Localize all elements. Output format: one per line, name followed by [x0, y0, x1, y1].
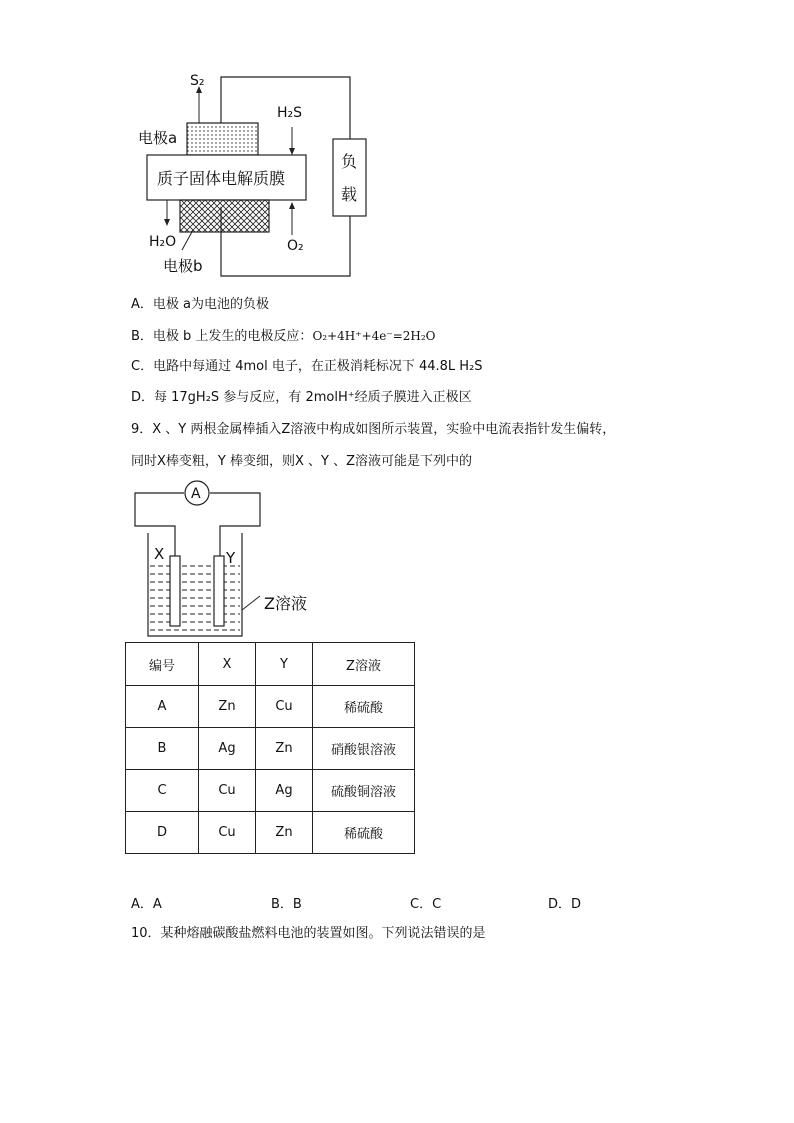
table-header-row [126, 643, 415, 686]
o2-label: O₂ [287, 238, 304, 254]
h2o-label: H₂O [149, 234, 177, 250]
table-header: X [199, 643, 256, 686]
table-cell: A [126, 686, 199, 728]
question-9-line-1: 9．X 、Y 两根金属棒插入Z溶液中构成如图所示装置，实验中电流表指针发生偏转， [131, 422, 616, 437]
option-8a: A．电极 a为电池的负极 [131, 297, 269, 312]
option-8b-text: B．电极 b 上发生的电极反应： [131, 329, 313, 344]
electrode-a-label: 电极a [138, 129, 178, 147]
option-8c: C．电路中每通过 4mol 电子，在正极消耗标况下 44.8L H₂S [131, 359, 483, 374]
table-row [126, 812, 415, 854]
table-header: 编号 [126, 643, 199, 686]
galvanic-cell-diagram [130, 478, 330, 640]
question-9-line-2: 同时X棒变粗，Y 棒变细，则X 、Y 、Z溶液可能是下列中的 [131, 454, 472, 469]
option-8b-formula: O₂+4H⁺+4e⁻=2H₂O [312, 329, 436, 343]
table-cell: 稀硫酸 [313, 812, 415, 854]
o2-arrow [289, 202, 295, 209]
h2s-label: H₂S [277, 105, 303, 121]
load-label-top: 负 [341, 152, 358, 171]
electrode-b-label: 电极b [163, 257, 203, 275]
table-cell: Cu [199, 812, 256, 854]
solution-dashes [150, 566, 240, 630]
table-cell: C [126, 770, 199, 812]
table-row [126, 770, 415, 812]
table-cell: Zn [256, 728, 313, 770]
rod-y-label: Y [226, 549, 236, 567]
options-table [125, 642, 415, 854]
option-8d: D．每 17gH₂S 参与反应，有 2molH⁺经质子膜进入正极区 [131, 390, 472, 405]
rod-x-label: X [154, 545, 165, 563]
table-cell: Cu [256, 686, 313, 728]
question-10: 10．某种熔融碳酸盐燃料电池的装置如图。下列说法错误的是 [131, 926, 486, 941]
membrane-label: 质子固体电解质膜 [157, 169, 286, 188]
choice-c: C．C [410, 897, 442, 912]
table-cell: 稀硫酸 [313, 686, 415, 728]
solution-label: Z溶液 [264, 594, 307, 613]
fuel-cell-diagram [130, 65, 370, 280]
electrode-a-block [187, 123, 258, 155]
choice-d: D．D [548, 897, 582, 912]
load-label-bottom: 载 [341, 185, 358, 204]
table-row [126, 686, 415, 728]
h2s-arrow [289, 148, 295, 155]
table-cell: 硝酸银溶液 [313, 728, 415, 770]
option-8b [131, 328, 436, 345]
table-cell: Zn [199, 686, 256, 728]
table-cell: Zn [256, 812, 313, 854]
table-row [126, 728, 415, 770]
table-cell: Ag [256, 770, 313, 812]
choice-a: A．A [131, 897, 162, 912]
electrode-b-block [180, 200, 269, 232]
table-cell: D [126, 812, 199, 854]
table-header: Y [256, 643, 313, 686]
table-cell: 硫酸铜溶液 [313, 770, 415, 812]
table-cell: B [126, 728, 199, 770]
table-header: Z溶液 [313, 643, 415, 686]
rod-y [214, 556, 224, 626]
rod-x [170, 556, 180, 626]
h2o-arrow [164, 219, 170, 226]
table-cell: Ag [199, 728, 256, 770]
choice-b: B．B [271, 897, 302, 912]
circuit-wire-right [210, 493, 260, 556]
s2-label: S₂ [190, 73, 205, 89]
load-box [333, 139, 366, 216]
ammeter-label: A [191, 486, 201, 502]
table-cell: Cu [199, 770, 256, 812]
